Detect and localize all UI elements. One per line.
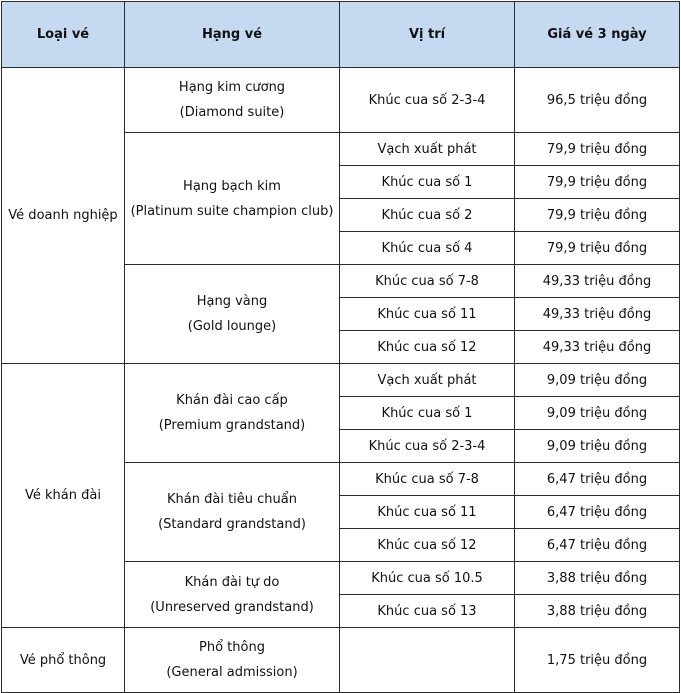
ticket-class-name-en: (Premium grandstand) <box>158 418 306 433</box>
location-cell: Khúc cua số 1 <box>340 166 515 199</box>
ticket-class-cell <box>125 463 340 562</box>
ticket-type-cell: Vé khán đài <box>2 364 125 628</box>
ticket-class-name-en: (Standard grandstand) <box>158 517 306 532</box>
ticket-class-name: Khán đài tự do <box>184 574 280 590</box>
location-cell: Vạch xuất phát <box>340 133 515 166</box>
price-cell: 96,5 triệu đồng <box>515 68 680 133</box>
price-cell: 79,9 triệu đồng <box>515 199 680 232</box>
ticket-class-cell <box>125 628 340 693</box>
table-row <box>2 68 680 133</box>
ticket-class-cell <box>125 68 340 133</box>
location-cell: Khúc cua số 10.5 <box>340 562 515 595</box>
location-cell: Khúc cua số 11 <box>340 298 515 331</box>
price-cell: 6,47 triệu đồng <box>515 463 680 496</box>
price-cell: 49,33 triệu đồng <box>515 331 680 364</box>
ticket-class-cell <box>125 133 340 265</box>
price-cell: 9,09 triệu đồng <box>515 430 680 463</box>
location-cell: Khúc cua số 13 <box>340 595 515 628</box>
price-cell: 9,09 triệu đồng <box>515 364 680 397</box>
price-cell: 79,9 triệu đồng <box>515 133 680 166</box>
price-cell: 79,9 triệu đồng <box>515 166 680 199</box>
price-cell: 49,33 triệu đồng <box>515 298 680 331</box>
price-cell: 6,47 triệu đồng <box>515 529 680 562</box>
ticket-type-cell: Vé doanh nghiệp <box>2 68 125 364</box>
location-cell: Khúc cua số 2 <box>340 199 515 232</box>
price-cell: 79,9 triệu đồng <box>515 232 680 265</box>
table-row <box>2 628 680 693</box>
ticket-class-name: Hạng kim cương <box>178 80 286 95</box>
price-cell: 9,09 triệu đồng <box>515 397 680 430</box>
ticket-class-name: Phổ thông <box>199 640 265 655</box>
ticket-class-name-en: (Gold lounge) <box>187 319 277 334</box>
location-cell: Khúc cua số 12 <box>340 529 515 562</box>
ticket-class-cell <box>125 562 340 628</box>
location-cell: Khúc cua số 12 <box>340 331 515 364</box>
header-location: Vị trí <box>340 2 515 68</box>
ticket-class-name-en: (Unreserved grandstand) <box>150 599 314 615</box>
ticket-class-cell <box>125 364 340 463</box>
ticket-class-name: Khán đài tiêu chuẩn <box>167 492 297 507</box>
price-cell: 3,88 triệu đồng <box>515 562 680 595</box>
price-cell: 49,33 triệu đồng <box>515 265 680 298</box>
location-cell: Khúc cua số 4 <box>340 232 515 265</box>
header-price: Giá vé 3 ngày <box>515 2 680 68</box>
location-cell: Khúc cua số 11 <box>340 496 515 529</box>
ticket-class-name: Hạng bạch kim <box>183 178 281 194</box>
ticket-price-table <box>1 1 680 693</box>
table-body <box>2 68 680 693</box>
price-cell: 1,75 triệu đồng <box>515 628 680 693</box>
header-row <box>2 2 680 68</box>
header-ticket-type: Loại vé <box>2 2 125 68</box>
location-cell: Khúc cua số 7-8 <box>340 463 515 496</box>
ticket-class-name: Khán đài cao cấp <box>176 393 288 408</box>
ticket-class-name-en: (Diamond suite) <box>179 105 285 120</box>
table-row <box>2 364 680 397</box>
location-cell: Khúc cua số 1 <box>340 397 515 430</box>
ticket-type-cell: Vé phổ thông <box>2 628 125 693</box>
price-cell: 6,47 triệu đồng <box>515 496 680 529</box>
location-cell: Vạch xuất phát <box>340 364 515 397</box>
ticket-class-name: Hạng vàng <box>196 294 268 309</box>
ticket-class-name-en: (Platinum suite champion club) <box>130 203 334 219</box>
location-cell: Khúc cua số 7-8 <box>340 265 515 298</box>
ticket-class-name-en: (General admission) <box>166 665 298 680</box>
price-cell: 3,88 triệu đồng <box>515 595 680 628</box>
ticket-class-cell <box>125 265 340 364</box>
location-cell: Khúc cua số 2-3-4 <box>340 430 515 463</box>
header-ticket-class: Hạng vé <box>125 2 340 68</box>
location-cell: Khúc cua số 2-3-4 <box>340 68 515 133</box>
location-cell <box>340 628 515 693</box>
